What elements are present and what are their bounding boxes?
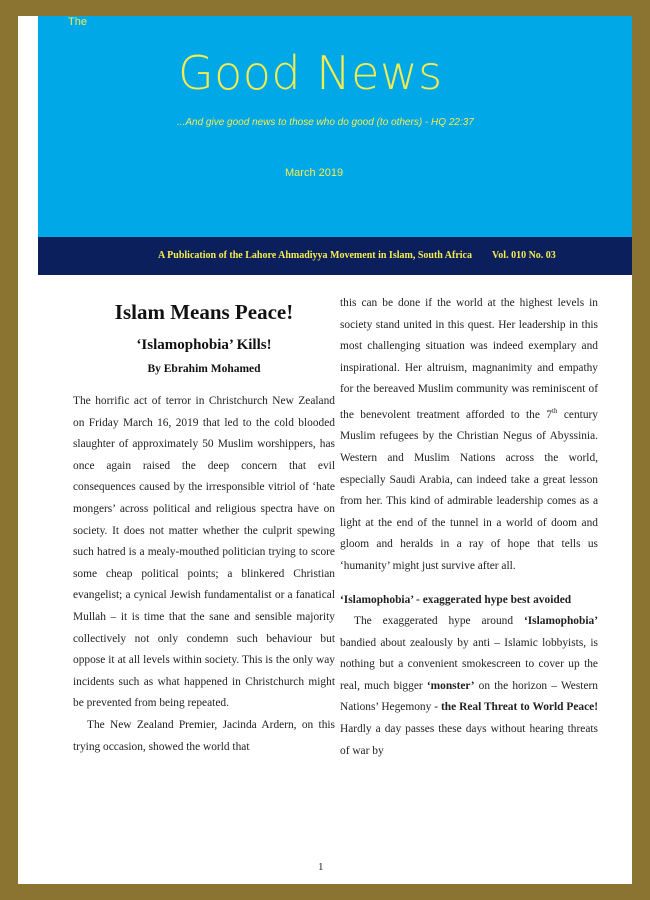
- article-paragraph: [340, 293, 598, 578]
- masthead-banner: [38, 16, 632, 251]
- right-column: [340, 293, 598, 762]
- newsletter-page: [18, 16, 632, 884]
- masthead-title: Good News: [178, 46, 443, 100]
- left-column: [73, 299, 335, 758]
- article-author: By Ebrahim Mohamed: [147, 363, 261, 375]
- page-number: 1: [318, 861, 324, 873]
- masthead-tagline: ...And give good news to those who do good (to others) - HQ 22:37: [177, 117, 474, 128]
- paragraph-text: Hardly a day passes these days without hearing threats of war by: [340, 723, 598, 757]
- section-heading: ‘Islamophobia’ - exaggerated hype best avoided: [340, 593, 572, 606]
- article-title: Islam Means Peace!: [114, 300, 294, 324]
- article-paragraph: The New Zealand Premier, Jacinda Ardern, on this trying occasion, showed the world that: [73, 718, 335, 753]
- article-paragraph: [340, 611, 598, 762]
- bold-text: ‘Islamophobia’: [523, 615, 598, 628]
- paragraph-text: on the horizon – Western Nations’ Hegemony -: [340, 679, 598, 714]
- bold-text: the Real Threat to World Peace!: [440, 701, 599, 714]
- paragraph-text: The exaggerated hype around: [354, 615, 524, 628]
- volume-number: Vol. 010 No. 03: [492, 250, 556, 261]
- publication-bar: [38, 237, 632, 275]
- article-paragraph: The horrific act of terror in Christchurch New Zealand on Friday March 16, 2019 that led to the cold blooded slaughter of approximately 50 Muslim worshippers, has once again raised the deep concern that evil consequences caused by the irresponsible vitriol of ‘hate mongers’ across political and religious spectra have on society. It does not matter whether the culprit spewing such hatred is a mealy-mouthed politician trying to score some cheap political points; a blinkered Christian evangelist; a cynical Jewish fundamentalist or a fanatical Mullah – it is time that the sane and sensible majority collectively not only condemn such behaviour but oppose it at all levels within society. This is the only way incidents such as what happened in Christchurch might be prevented from being repeated.: [73, 395, 335, 710]
- issue-date: March 2019: [285, 167, 344, 179]
- bold-text: ‘monster’: [426, 679, 475, 692]
- publisher-text: A Publication of the Lahore Ahmadiyya Movement in Islam, South Africa: [158, 250, 472, 261]
- article-subtitle: ‘Islamophobia’ Kills!: [136, 337, 272, 353]
- paragraph-text: this can be done if the world at the highest levels in society stand united in this quest. Her leadership in this most challenging situation was indeed exemplary and inspirational. Her altruism, magnanimity and empathy for the bereaved Muslim community was reminiscent of the benevolent treatment afforded to the 7: [340, 297, 598, 421]
- paragraph-text: century Muslim refugees by the Christian Negus of Abyssinia. Western and Muslim Nations across the world, especially Saudi Arabia, can indeed take a great lesson from her. This kind of admirable leadership comes as a light at the end of the tunnel in a world of doom and gloom and heralds in a ray of hope that tells us ‘humanity’ might just survive after all.: [340, 408, 599, 572]
- masthead-the: The: [68, 16, 87, 28]
- superscript: th: [552, 406, 558, 415]
- paragraph-text: bandied about zealously by anti – Islamic lobbyists, is nothing but a convenient smokescreen to cover up the real, much bigger: [340, 636, 598, 692]
